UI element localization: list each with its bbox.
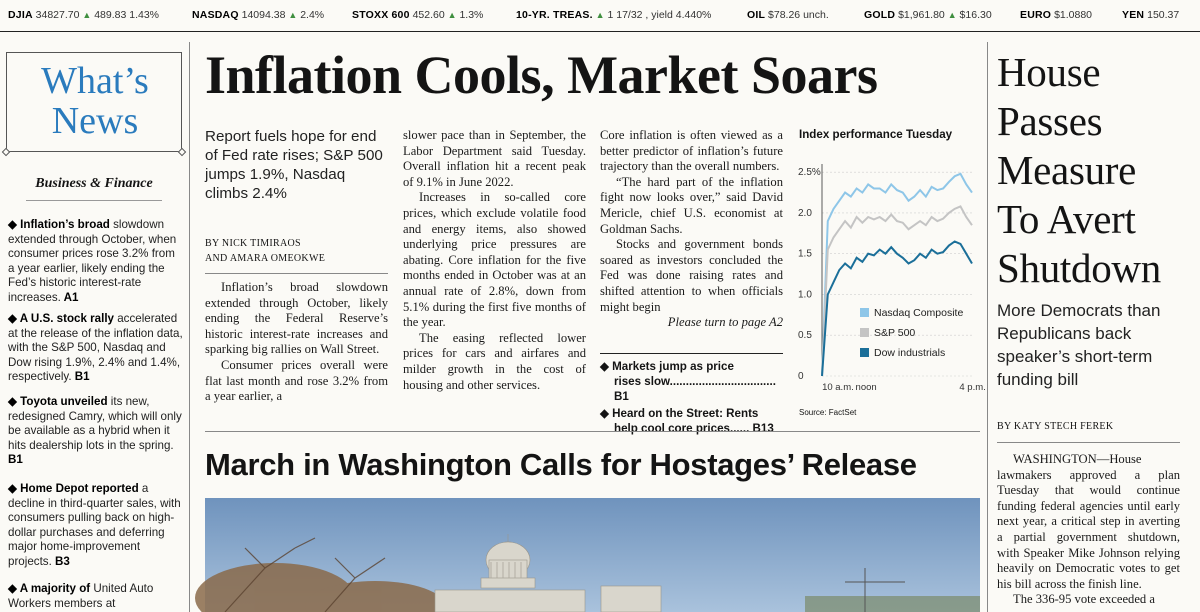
paragraph: WASHINGTON—House lawmakers approved a plan Tuesday that would continue funding federal agencies until early next year, a critical step in averting a partial government shutdown, with Speaker Mike Johnson relying heavily on Democratic votes to get his bill across the finish line. [997, 452, 1180, 591]
byline-line: BY NICK TIMIRAOS [205, 238, 301, 249]
divider [205, 273, 388, 274]
paragraph: Increases in so-called core prices, which exclude volatile food and energy items, also showed underlying price pressures are abating. Core inflation for the five months ended in October was at an annual rate of 2.8%, down from 5.1% during the first five months of the year. [403, 190, 586, 330]
ticker-djia: DJIA 34827.70 ▲ 489.83 1.43% [8, 9, 160, 21]
legend-swatch [860, 308, 869, 317]
whats-news-column [0, 42, 188, 612]
ticker-treasury: 10-YR. TREAS. ▲ 1 17/32 , yield 4.440% [516, 9, 712, 21]
ticker-gold: GOLD $1,961.80 ▲ $16.30 [864, 9, 992, 21]
main-deck: Report fuels hope for end of Fed rate rises; S&P 500 jumps 1.9%, Nasdaq climbs 2.4% [205, 128, 383, 202]
second-headline[interactable]: March in Washington Calls for Hostages’ Release [205, 447, 917, 482]
paragraph: Core inflation is often viewed as a better predictor of inflation’s future trajectory than the overall numbers. [600, 128, 783, 174]
y-tick-label: 0.5 [798, 330, 812, 342]
paragraph: “The hard part of the inflation fight now looks over,” said David Mericle, chief U.S. economist at Goldman Sachs. [600, 174, 783, 236]
x-tick-label: 4 p.m. [959, 382, 986, 393]
y-tick-label: 0 [798, 371, 804, 382]
divider [205, 431, 980, 432]
chart-title: Index performance Tuesday [799, 128, 953, 141]
y-tick-label: 1.5 [798, 248, 812, 260]
news-brief[interactable]: ◆ Inflation’s broad slowdown extended through October, when consumer prices rose 3.2% from a year earlier, likely ending the Fed’s historic interest-rate increases. A1 [8, 218, 177, 304]
paragraph: The easing reflected lower prices for cars and airfares and milder growth in the cost of housing and other services. [403, 330, 586, 392]
whats-news-title-line2: News [51, 100, 139, 142]
related-link[interactable]: ◆ Markets jump as price rises slow................................. B1 [600, 360, 776, 403]
paragraph: Inflation’s broad slowdown extended through October, likely ending the Federal Reserve’s historic interest-rate increases and sparking big rallies on Wall Street. [205, 280, 388, 357]
y-tick-label: 2.5% [798, 167, 821, 179]
capitol-photo [205, 498, 980, 612]
column-divider [987, 42, 988, 612]
divider [997, 442, 1180, 443]
series-line-0 [822, 174, 972, 376]
y-tick-label: 1.0 [798, 289, 812, 301]
news-brief[interactable]: ◆ A majority of United Auto Workers members at [8, 582, 154, 610]
main-headline[interactable]: Inflation Cools, Market Soars [205, 45, 878, 105]
legend-label: Nasdaq Composite [874, 307, 964, 319]
diamond-ornament-icon [2, 148, 10, 156]
news-brief[interactable]: ◆ Toyota unveiled its new, redesigned Camry, which will only be available as a hybrid when it hits dealership lots in the spring. B1 [8, 395, 182, 467]
related-refs [600, 353, 783, 438]
legend-swatch [860, 328, 869, 337]
turn-page-link[interactable]: Please turn to page A2 [667, 315, 783, 330]
story-column [403, 128, 586, 393]
news-brief[interactable]: ◆ A U.S. stock rally accelerated at the release of the inflation data, with the S&P 500, Nasdaq and Dow rising 1.9%, 2.4% and 1.4%, respectively. B1 [8, 312, 183, 384]
x-tick-label: noon [855, 382, 877, 393]
story-column [997, 452, 1180, 608]
x-tick-label: 10 a.m. [822, 382, 854, 393]
ticker-yen: YEN 150.37 [1122, 9, 1180, 21]
right-deck: More Democrats than Republicans back speaker’s short-term funding bill [997, 301, 1161, 389]
paragraph: slower pace than in September, the Labor Department said Tuesday. Overall inflation hit a recent peak of 9.1% in June 2022. [403, 128, 586, 189]
ticker-stoxx: STOXX 600 452.60 ▲ 1.3% [352, 9, 484, 21]
chart-source: Source: FactSet [799, 408, 857, 417]
related-link[interactable]: ◆ Heard on the Street: Rents help cool core prices...... B13 [600, 407, 774, 435]
whats-news-title-line1: What’s [41, 60, 149, 102]
diamond-ornament-icon [178, 148, 186, 156]
column-divider [189, 42, 190, 612]
main-byline [205, 236, 391, 266]
whats-news-masthead [6, 52, 182, 152]
legend-label: Dow industrials [874, 347, 946, 359]
right-headline[interactable]: House Passes Measure To Avert Shutdown [997, 49, 1161, 291]
index-performance-chart [790, 148, 986, 404]
right-byline: BY KATY STECH FEREK [997, 421, 1114, 432]
paragraph: The 336-95 vote exceeded a [1013, 592, 1155, 607]
story-column [205, 280, 388, 405]
paragraph: Consumer prices overall were flat last month and rose 3.2% from a year earlier, a [205, 357, 388, 404]
paragraph: Stocks and government bonds soared as investors concluded the Fed was done raising rates and shifted attention to when officials might begin [600, 237, 783, 314]
legend-swatch [860, 348, 869, 357]
byline-line: AND AMARA OMEOKWE [205, 253, 326, 264]
divider [26, 200, 162, 201]
story-column [600, 128, 783, 331]
market-ticker [0, 0, 1200, 32]
y-tick-label: 2.0 [798, 207, 812, 219]
news-brief[interactable]: ◆ Home Depot reported a decline in third-quarter sales, with consumers pulling back on high-dollar purchases and deferring major home-improvement projects. B3 [8, 482, 181, 568]
section-title: Business & Finance [35, 176, 153, 191]
ticker-nasdaq: NASDAQ 14094.38 ▲ 2.4% [192, 9, 325, 21]
ticker-euro: EURO $1.0880 [1020, 9, 1093, 21]
legend-label: S&P 500 [874, 327, 916, 339]
ticker-oil: OIL $78.26 unch. [747, 9, 829, 21]
